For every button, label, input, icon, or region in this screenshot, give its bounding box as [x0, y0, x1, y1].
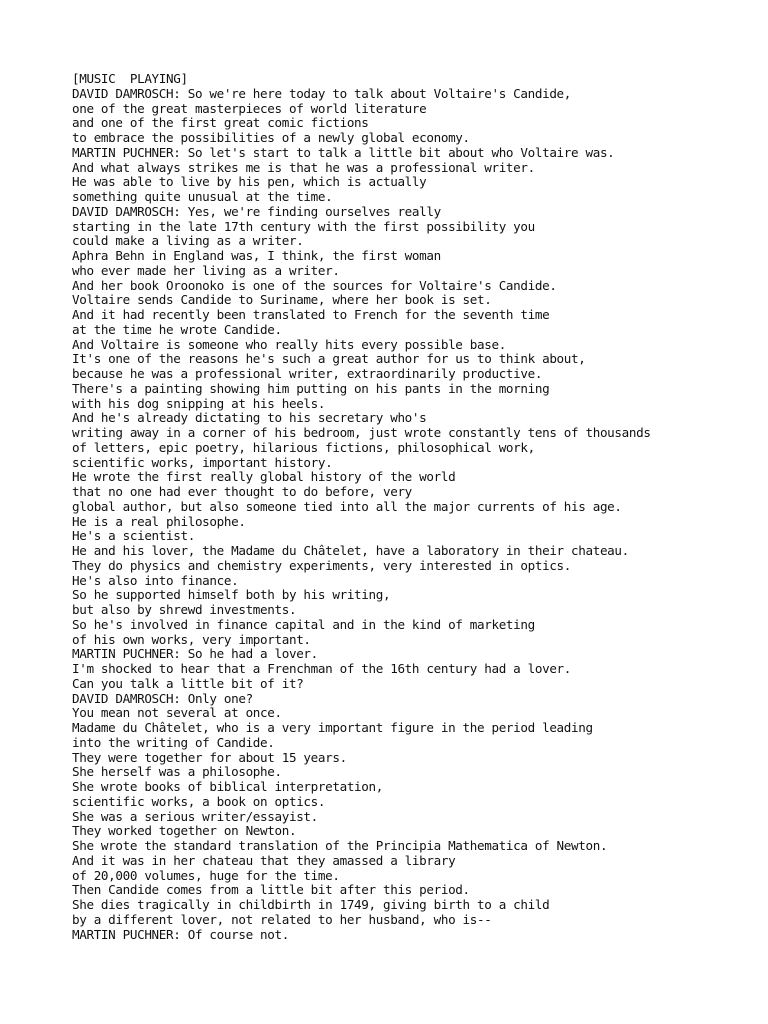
transcript-line: She dies tragically in childbirth in 1749, giving birth to a child — [72, 897, 550, 912]
transcript-line: MARTIN PUCHNER: So let's start to talk a little bit about who Voltaire was. — [72, 144, 615, 160]
transcript-line: that no one had ever thought to do before, very — [72, 484, 412, 499]
transcript-line: He's also into finance. — [72, 572, 239, 588]
transcript-line: Then Candide comes from a little bit after this period. — [72, 882, 470, 898]
transcript-line: She wrote the standard translation of the Principia Mathematica of Newton. — [72, 838, 608, 853]
transcript-line: because he was a professional writer, extraordinarily productive. — [72, 366, 543, 381]
transcript-line: And Voltaire is someone who really hits every possible base. — [72, 336, 506, 352]
transcript-line: And what always strikes me is that he was a professional writer. — [72, 159, 535, 175]
transcript-line: Aphra Behn in England was, I think, the first woman — [72, 248, 441, 263]
transcript-line: who ever made her living as a writer. — [72, 262, 340, 278]
transcript-line: into the writing of Candide. — [72, 734, 275, 750]
transcript-line: They do physics and chemistry experiments, very interested in optics. — [72, 557, 572, 573]
transcript-line: He and his lover, the Madame du Châtelet, have a laboratory in their chateau. — [72, 543, 629, 558]
transcript-line: to embrace the possibilities of a newly global economy. — [72, 130, 470, 145]
transcript-line: MARTIN PUCHNER: Of course not. — [72, 926, 289, 942]
transcript-line: I'm shocked to hear that a Frenchman of the 16th century had a lover. — [72, 661, 572, 676]
transcript-text — [72, 72, 762, 942]
transcript-line: MARTIN PUCHNER: So he had a lover. — [72, 646, 318, 662]
transcript-line: So he supported himself both by his writing, — [72, 587, 391, 603]
transcript-line: Madame du Châtelet, who is a very important figure in the period leading — [72, 720, 593, 735]
transcript-line: DAVID DAMROSCH: Yes, we're finding ourselves really — [72, 203, 441, 219]
transcript-line: And it had recently been translated to French for the seventh time — [72, 307, 550, 322]
transcript-line: something quite unusual at the time. — [72, 189, 333, 204]
transcript-line: by a different lover, not related to her husband, who is-- — [72, 911, 492, 927]
transcript-line: And it was in her chateau that they amassed a library — [72, 852, 456, 868]
transcript-line: And he's already dictating to his secretary who's — [72, 410, 427, 426]
transcript-line: scientific works, a book on optics. — [72, 793, 326, 809]
transcript-line: You mean not several at once. — [72, 705, 282, 721]
transcript-line: and one of the first great comic fictions — [72, 115, 369, 131]
transcript-line: It's one of the reasons he's such a great author for us to think about, — [72, 351, 586, 367]
transcript-line: He's a scientist. — [72, 528, 195, 544]
transcript-line: Can you talk a little bit of it? — [72, 675, 304, 691]
transcript-line: but also by shrewd investments. — [72, 602, 297, 617]
transcript-line: one of the great masterpieces of world literature — [72, 100, 427, 116]
transcript-line: starting in the late 17th century with the first possibility you — [72, 218, 535, 234]
transcript-line: Voltaire sends Candide to Suriname, where her book is set. — [72, 292, 492, 308]
transcript-line: And her book Oroonoko is one of the sources for Voltaire's Candide. — [72, 277, 557, 293]
transcript-line: of letters, epic poetry, hilarious fictions, philosophical work, — [72, 439, 535, 455]
transcript-line: writing away in a corner of his bedroom, just wrote constantly tens of thousands — [72, 425, 651, 440]
transcript-line: They worked together on Newton. — [72, 823, 297, 839]
transcript-line: They were together for about 15 years. — [72, 749, 347, 765]
transcript-line: He wrote the first really global history of the world — [72, 469, 456, 485]
transcript-line: She herself was a philosophe. — [72, 764, 282, 780]
transcript-line: with his dog snipping at his heels. — [72, 395, 326, 411]
transcript-line: So he's involved in finance capital and in the kind of marketing — [72, 616, 535, 632]
transcript-line: scientific works, important history. — [72, 454, 333, 470]
transcript-line: [MUSIC PLAYING] — [72, 71, 188, 86]
transcript-line: global author, but also someone tied into all the major currents of his age. — [72, 498, 622, 514]
transcript-line: There's a painting showing him putting on his pants in the morning — [72, 380, 550, 396]
transcript-line: He is a real philosophe. — [72, 513, 246, 529]
transcript-line: of 20,000 volumes, huge for the time. — [72, 867, 340, 883]
transcript-line: He was able to live by his pen, which is actually — [72, 174, 427, 190]
transcript-line: She was a serious writer/essayist. — [72, 808, 318, 824]
transcript-line: could make a living as a writer. — [72, 233, 304, 249]
transcript-line: at the time he wrote Candide. — [72, 321, 282, 337]
transcript-line: DAVID DAMROSCH: Only one? — [72, 690, 253, 706]
transcript-line: of his own works, very important. — [72, 631, 311, 647]
transcript-line: She wrote books of biblical interpretation, — [72, 779, 383, 794]
transcript-line: DAVID DAMROSCH: So we're here today to talk about Voltaire's Candide, — [72, 85, 572, 101]
